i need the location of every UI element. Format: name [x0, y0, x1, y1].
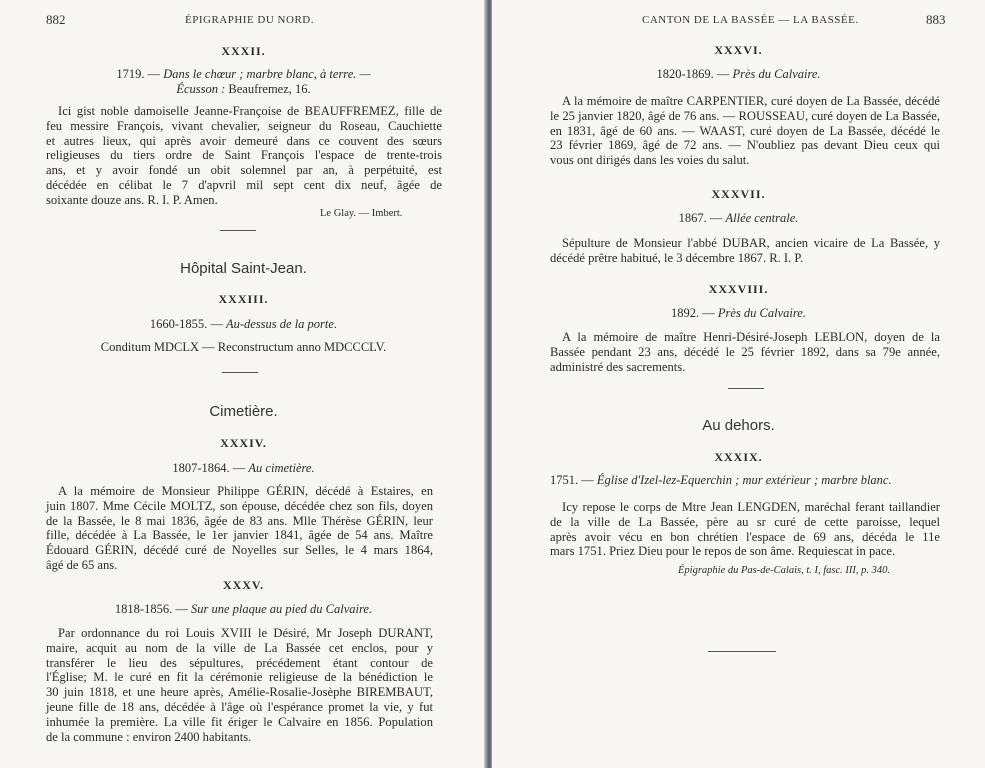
text-line: Ici gist noble damoiselle Jeanne-Françoise de BEAUFFREMEZ, fille de	[58, 104, 442, 118]
text-line: et autres lieux, qui après avoir demeuré dans ce couvent des sœurs	[46, 133, 442, 148]
entry-place: Près du Calvaire.	[717, 306, 806, 320]
section-rule	[220, 230, 256, 231]
page-number-left: 882	[46, 12, 66, 27]
entry-date: 1818-1856. —	[114, 602, 191, 616]
entry-text-37	[550, 236, 940, 266]
entry-date: 1820-1869. —	[656, 67, 733, 81]
entry-text-32	[46, 104, 442, 208]
section-title-hopital: Hôpital Saint-Jean.	[180, 260, 307, 277]
entry-numeral: XXXV.	[222, 578, 265, 592]
text-line: en 1831, âgé de 60 ans. — WAAST, curé doyen de La Bassée, décédé le	[550, 123, 940, 138]
text-line: Bassée pendant 23 ans, décédé le 25 février 1892, dans sa 79e année,	[550, 344, 940, 359]
entry-date: 1867. —	[678, 211, 726, 225]
entry-place: Église d'Izel-lez-Equerchin ; mur extérieur ; marbre blanc.	[596, 473, 892, 487]
text-line: feu messire François, vivant chevalier, seigneur du Roseau, Cauchiette	[46, 118, 442, 133]
text-line: A la mémoire de Monsieur Philippe GÉRIN, décédé à Estaires, en	[58, 484, 433, 498]
entry-heading	[0, 67, 487, 82]
entry-text-34	[46, 484, 433, 573]
entry-place: Dans le chœur ; marbre blanc, à terre. —	[163, 67, 371, 81]
text-line: de la commune : environ 2400 habitants.	[46, 729, 252, 744]
section-rule	[222, 372, 258, 373]
entry-heading	[492, 306, 985, 321]
entry-heading	[0, 317, 487, 332]
entry-numeral: XXXVI.	[714, 43, 763, 57]
ecusson-label: Écusson :	[176, 82, 226, 96]
entry-heading	[0, 602, 487, 617]
entry-date: 1892. —	[671, 306, 718, 320]
entry-place: Au-dessus de la porte.	[225, 317, 338, 331]
entry-date: 1719. —	[116, 67, 164, 81]
text-line: vous ont dirigés dans les voies du salut.	[550, 153, 750, 168]
running-head-right: CANTON DE LA BASSÉE — LA BASSÉE.	[642, 14, 859, 26]
entry-place: Sur une plaque au pied du Calvaire.	[190, 602, 373, 616]
text-line: fille, décédée à La Bassée, le 1er janvier 1841, âgée de 54 ans. Maître	[46, 528, 433, 543]
page-number-right: 883	[926, 12, 946, 27]
text-line: décédée en célibat le 7 d'apvril mil sept cent dix neuf, âgée de	[46, 177, 442, 192]
text-line: A la mémoire de maître Henri-Désiré-Joseph LEBLON, doyen de la	[562, 330, 940, 344]
entry-heading	[492, 67, 985, 82]
inscription-line: Conditum MDCLX — Reconstructum anno MDCCCLV.	[100, 340, 387, 354]
text-line: administré des sacrements.	[550, 359, 686, 374]
text-line: 30 juin 1818, et une heure après, Amélie-Rosalie-Josèphe BIREMBAUT,	[46, 685, 433, 700]
text-line: ans, et y avoir fondé un obit solemnel par an, à perpétuité, est	[46, 163, 442, 178]
text-line: inhumée la première. La ville fit ériger le Calvaire en 1856. Population	[46, 714, 433, 729]
entry-heading	[492, 211, 985, 226]
entry-numeral: XXXIV.	[220, 436, 267, 450]
entry-text-36	[550, 94, 940, 168]
text-line: soixante douze ans. R. I. P. Amen.	[46, 192, 218, 207]
entry-heading	[0, 461, 487, 476]
text-line: A la mémoire de maître CARPENTIER, curé doyen de La Bassée, décédé	[562, 94, 940, 108]
entry-date: 1751. —	[550, 473, 597, 487]
text-line: juin 1807. Mme Cécile MOLTZ, son épouse, décédée chez son fils, doyen	[46, 498, 433, 513]
entry-numeral: XXXVIII.	[708, 282, 769, 296]
entry-heading	[550, 473, 892, 488]
entry-numeral: XXXII.	[221, 44, 266, 58]
text-line: âgé de 65 ans.	[46, 557, 118, 572]
right-page	[492, 0, 985, 768]
section-title-cimetiere: Cimetière.	[209, 403, 278, 420]
page-end-rule	[708, 651, 776, 652]
entry-source: Le Glay. — Imbert.	[320, 208, 403, 219]
entry-numeral: XXXVII.	[711, 187, 766, 201]
text-line: après avoir vécu en bon chrétien l'espace de 69 ans, décéda le 11e	[550, 529, 940, 544]
text-line: Sépulture de Monsieur l'abbé DUBAR, ancien vicaire de La Bassée, y	[562, 236, 940, 250]
entry-numeral: XXXIII.	[218, 292, 269, 306]
entry-numeral: XXXIX.	[714, 450, 763, 464]
entry-date: 1660-1855. —	[149, 317, 226, 331]
text-line: maire, acquit au nom de la ville de La Bassée cet enclos, pour y	[46, 640, 433, 655]
text-line: mars 1751. Priez Dieu pour le repos de son âme. Requiescat in pace.	[550, 544, 896, 559]
entry-text-38	[550, 330, 940, 374]
section-title-dehors: Au dehors.	[702, 417, 775, 434]
text-line: le 25 janvier 1820, âgé de 76 ans. — ROUSSEAU, curé doyen de La Bassée,	[550, 108, 940, 123]
running-head-left: ÉPIGRAPHIE DU NORD.	[185, 14, 314, 26]
text-line: de la Bassée, le 8 mai 1836, âgée de 83 ans. Mlle Thérèse GÉRIN, leur	[46, 513, 433, 528]
entry-text-35	[46, 626, 433, 744]
entry-place: Près du Calvaire.	[732, 67, 821, 81]
entry-place: Au cimetière.	[248, 461, 315, 475]
text-line: Par ordonnance du roi Louis XVIII le Désiré, Mr Joseph DURANT,	[58, 626, 433, 640]
text-line: l'Église; M. le curé en fit la cérémonie religieuse de la bénédiction le	[46, 670, 433, 685]
entry-date: 1807-1864. —	[172, 461, 249, 475]
section-rule	[728, 388, 764, 389]
text-line: 23 février 1869, âgé de 72 ans. — N'oubliez pas devant Dieu ceux qui	[550, 138, 940, 153]
text-line: de la ville de La Bassée, père au sr curé de cette paroisse, lequel	[550, 514, 940, 529]
text-line: transférer le lieu des sépultures, précédement étant contour de	[46, 655, 433, 670]
text-line: jeune fille de 18 ans, décédée à l'âge où l'espérance promet la vie, y fut	[46, 699, 433, 714]
ecusson-line	[0, 82, 487, 97]
text-line: Édouard GÉRIN, décédé curé de Noyelles sur Selles, le 4 mars 1864,	[46, 543, 433, 558]
entry-source: Épigraphie du Pas-de-Calais, t. I, fasc. III, p. 340.	[678, 565, 891, 576]
text-line: religieuses du tiers ordre de Saint François l'espace de trente-trois	[46, 148, 442, 163]
entry-place: Allée centrale.	[725, 211, 799, 225]
text-line: décédé prêtre habitué, le 3 décembre 1867. R. I. P.	[550, 250, 804, 265]
entry-text-39	[550, 500, 940, 559]
text-line: Icy repose le corps de Mtre Jean LENGDEN, maréchal ferant taillandier	[562, 500, 940, 514]
left-page	[0, 0, 487, 768]
ecusson-value: Beaufremez, 16.	[225, 82, 311, 96]
